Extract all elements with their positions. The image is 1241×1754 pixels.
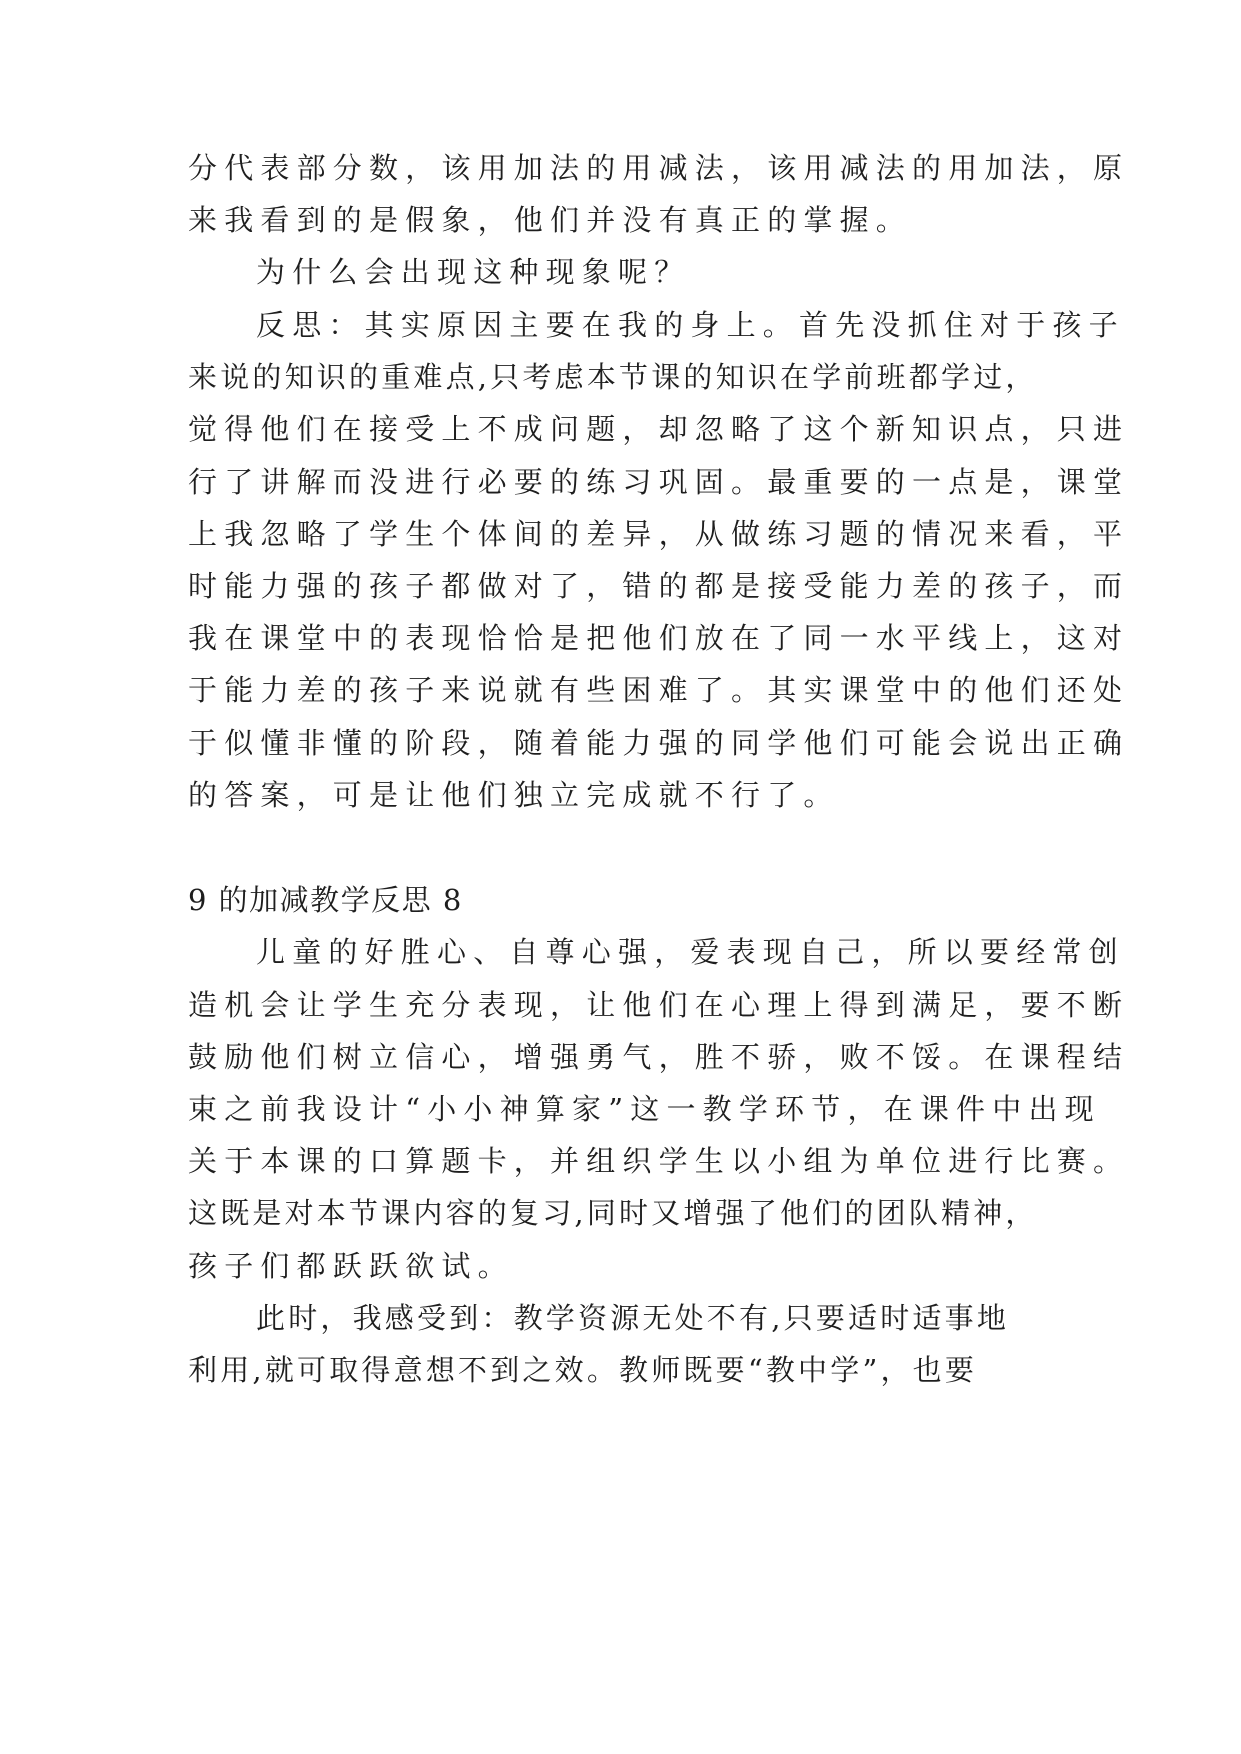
- reflection-line: 我在课堂中的表现恰恰是把他们放在了同一水平线上，这对: [188, 621, 1130, 655]
- paragraph-line: 鼓励他们树立信心，增强勇气，胜不骄，败不馁。在课程结: [188, 1040, 1130, 1074]
- reflection-line: 反思：其实原因主要在我的身上。首先没抓住对于孩子: [256, 308, 1125, 342]
- reflection-line: 于似懂非懂的阶段，随着能力强的同学他们可能会说出正确: [188, 726, 1130, 760]
- reflection-line: 上我忽略了学生个体间的差异，从做练习题的情况来看，平: [188, 517, 1130, 551]
- reflection-line: 时能力强的孩子都做对了，错的都是接受能力差的孩子，而: [188, 569, 1130, 603]
- text-line: 来我看到的是假象，他们并没有真正的掌握。: [188, 203, 913, 237]
- paragraph-line: 孩子们都跃跃欲试。: [188, 1249, 514, 1283]
- reflection-line: 的答案，可是让他们独立完成就不行了。: [188, 778, 840, 812]
- question-line: 为什么会出现这种现象呢？: [256, 255, 691, 289]
- paragraph-line: 造机会让学生充分表现，让他们在心理上得到满足，要不断: [188, 988, 1130, 1022]
- paragraph-line: 关于本课的口算题卡，并组织学生以小组为单位进行比赛。: [188, 1144, 1130, 1178]
- reflection-line: 于能力差的孩子来说就有些困难了。其实课堂中的他们还处: [188, 673, 1130, 707]
- reflection-line: 觉得他们在接受上不成问题，却忽略了这个新知识点，只进: [188, 412, 1130, 446]
- text-line: 分代表部分数，该用加法的用减法，该用减法的用加法，原: [188, 151, 1130, 185]
- reflection-line: 行了讲解而没进行必要的练习巩固。最重要的一点是，课堂: [188, 465, 1130, 499]
- reflection-line: 来说的知识的重难点,只考虑本节课的知识在学前班都学过，: [188, 360, 1038, 394]
- paragraph-line: 这既是对本节课内容的复习,同时又增强了他们的团队精神，: [188, 1196, 1038, 1230]
- paragraph-line: 儿童的好胜心、自尊心强，爱表现自己，所以要经常创: [256, 935, 1125, 969]
- paragraph-line: 束之前我设计“小小神算家”这一教学环节，在课件中出现: [188, 1092, 1101, 1126]
- section-heading: 9 的加减教学反思 8: [188, 883, 463, 917]
- paragraph-line: 此时，我感受到：教学资源无处不有,只要适时适事地: [256, 1301, 1010, 1335]
- paragraph-line: 利用,就可取得意想不到之效。教师既要“教中学”，也要: [188, 1353, 978, 1387]
